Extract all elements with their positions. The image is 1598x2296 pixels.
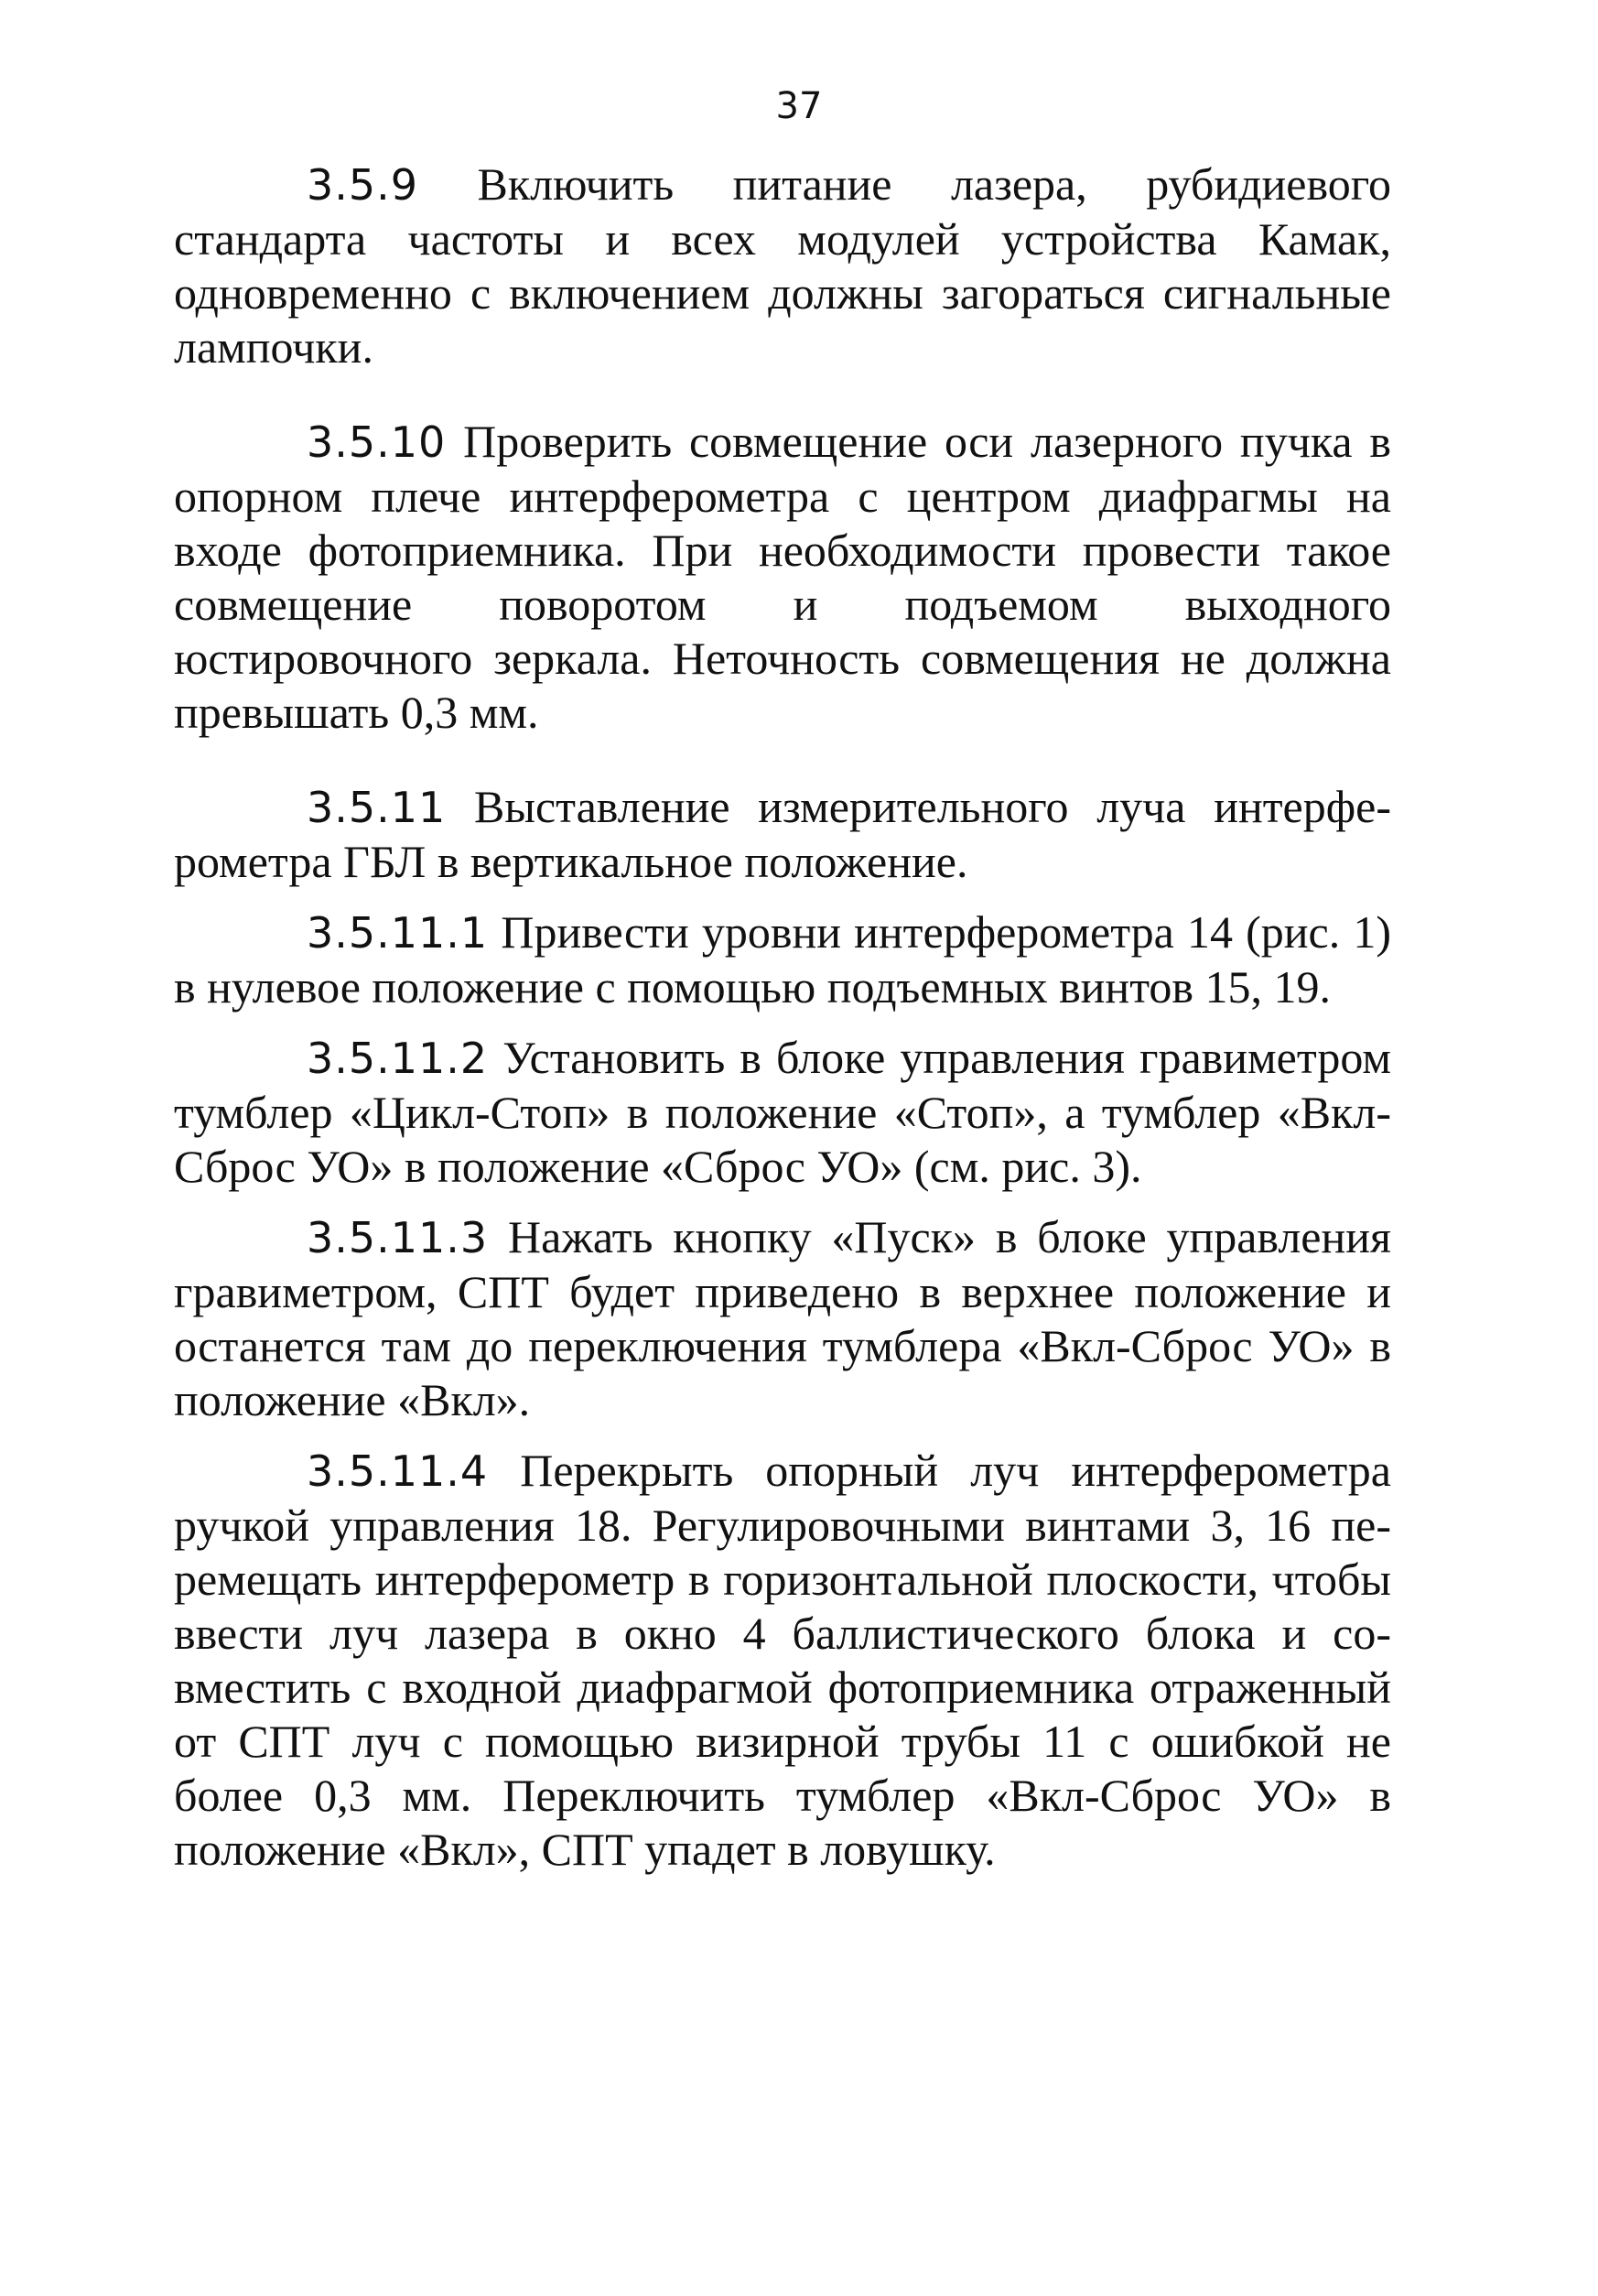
paragraph-text: Перекрыть опорный луч интерферометра ручкой управления 18. Регулировочными винтами 3, 16 перемещать интерферометр в горизонтальной плоскости, чтобы ввести луч лазера в окно 4 баллистического блока и совместить с входной диафрагмой фотоприемника отраженный от СПТ луч с помощью визирной трубы 11 с ошибкой не более 0,3 мм. Переключить тумблер «Вкл-Сброс УО» в положение «Вкл», СПТ упадет в ловушку.: [174, 1445, 1391, 1875]
paragraph-text: Привести уровни интерферометра 14 (рис. 1) в нулевое положение с помощью подъемных винтов 15, 19.: [174, 906, 1391, 1013]
paragraph-number: 3.5.11.1: [307, 908, 489, 958]
paragraph-number: 3.5.10: [307, 417, 447, 467]
paragraph-text: Выставление измерительного луча интерферометра ГБЛ в вертикальное положение.: [174, 781, 1391, 887]
paragraph-3-5-9: [174, 157, 1391, 374]
paragraph-text: Проверить совмещение оси лазерного пучка в опорном плече интерферометра с центром диафрагмы на входе фотоприемника. При необходимости провести такое совмещение поворотом и подъемом выходного юстировочного зеркала. Неточность совмещения не должна превышать 0,3 мм.: [174, 416, 1391, 738]
paragraph-3-5-11-1: [174, 905, 1391, 1014]
paragraph-text: Включить питание лазера, рубидиевого стандарта частоты и всех модулей устройства Камак, одновременно с включением должны загораться сигнальные лампочки.: [174, 158, 1392, 373]
paragraph-3-5-11-4: [174, 1444, 1391, 1877]
paragraph-number: 3.5.11.2: [307, 1034, 489, 1083]
paragraph-number: 3.5.11.4: [307, 1446, 489, 1496]
paragraph-number: 3.5.11.3: [307, 1213, 489, 1262]
paragraph-number: 3.5.9: [307, 160, 419, 210]
paragraph-3-5-11-3: [174, 1210, 1391, 1427]
paragraph-text: Установить в блоке управления гравиметром тумблер «Цикл-Стоп» в положение «Стоп», а тумблер «Вкл-Сброс УО» в положение «Сброс УО» (см. рис. 3).: [174, 1032, 1392, 1192]
paragraph-text: Нажать кнопку «Пуск» в блоке управления гравиметром, СПТ будет приведено в верхнее положение и останется там до переключения тумблера «Вкл-Сброс УО» в положение «Вкл».: [174, 1211, 1391, 1425]
paragraph-3-5-11: [174, 780, 1391, 889]
paragraph-3-5-10: [174, 415, 1391, 740]
page-number: 37: [775, 85, 823, 127]
document-body: [174, 157, 1391, 1877]
paragraph-number: 3.5.11: [307, 783, 447, 832]
paragraph-3-5-11-2: [174, 1031, 1391, 1194]
